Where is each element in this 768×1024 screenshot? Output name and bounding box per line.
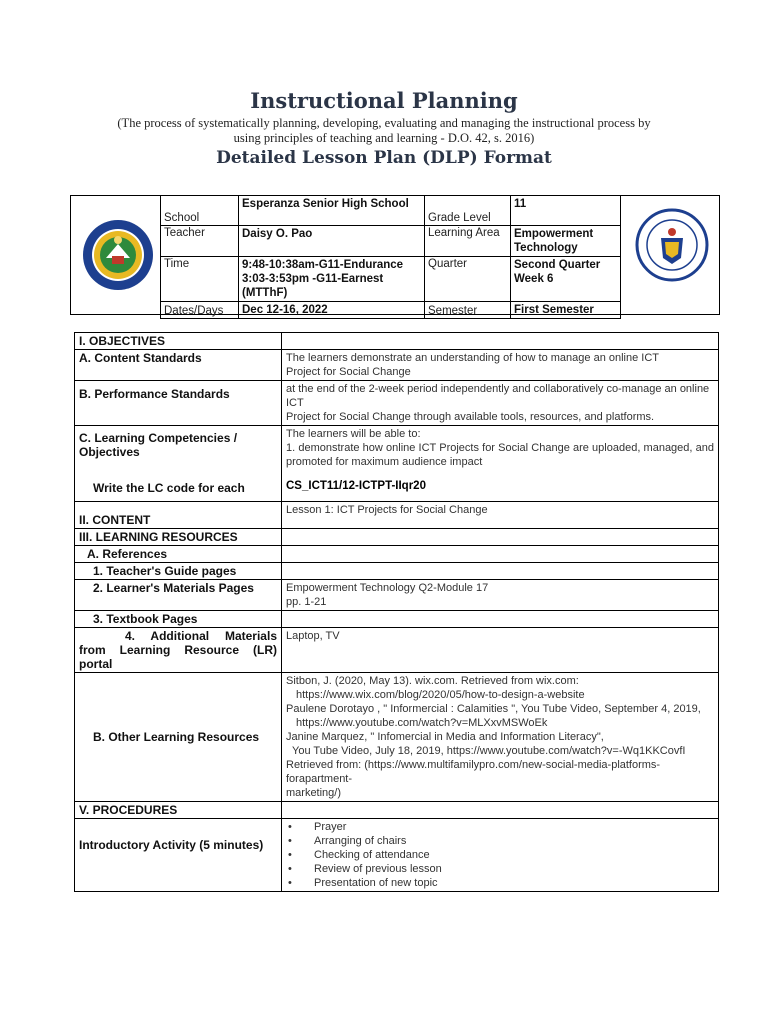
semester-label: Semester	[425, 302, 511, 319]
time-line-2: 3:03-3:53pm -G11-Earnest	[242, 273, 384, 285]
other-resources-line-4: https://www.youtube.com/watch?v=MLXxvMSWoEk	[296, 717, 548, 729]
competencies-label: C. Learning Competencies / Objectives	[79, 431, 238, 459]
quarter-value	[511, 257, 621, 302]
teacher-value: Daisy O. Pao	[239, 226, 425, 257]
learners-materials-text	[282, 580, 719, 611]
performance-standards-line-2: Project for Social Change through available tools, resources, and platforms.	[286, 411, 655, 423]
school-value: Esperanza Senior High School	[239, 196, 425, 226]
teachers-guide-label: 1. Teacher's Guide pages	[93, 564, 237, 578]
objectives-heading: I. OBJECTIVES	[75, 333, 282, 350]
time-value	[239, 257, 425, 302]
other-resources-line-3: Paulene Dorotayo , " Informercial : Calamities ", You Tube Video, September 4, 2019,	[286, 703, 701, 715]
school-seal-logo	[81, 218, 155, 292]
content-heading: II. CONTENT	[75, 502, 282, 529]
grade-level-label: Grade Level	[425, 196, 511, 226]
dates-value: Dec 12-16, 2022	[239, 302, 425, 319]
procedures-empty	[282, 802, 719, 819]
learning-resources-heading: III. LEARNING RESOURCES	[75, 529, 282, 546]
quarter-line-2: Week 6	[514, 273, 554, 285]
grade-level-value: 11	[511, 196, 621, 226]
introductory-activity-label: Introductory Activity (5 minutes)	[75, 819, 282, 892]
learning-area-line-2: Technology	[514, 242, 578, 254]
teachers-guide-empty	[282, 563, 719, 580]
performance-standards-line-1: at the end of the 2-week period independently and collaboratively co-manage an online ICT	[286, 383, 710, 409]
competencies-intro: The learners will be able to:	[286, 428, 421, 440]
lesson-plan-table	[74, 332, 719, 892]
header-info-table	[160, 195, 621, 319]
objectives-empty	[282, 333, 719, 350]
quarter-line-1: Second Quarter	[514, 259, 601, 271]
textbook-pages-empty	[282, 611, 719, 628]
school-label: School	[161, 196, 239, 226]
lc-code: CS_ICT11/12-ICTPT-IIqr20	[286, 480, 426, 492]
other-resources-label: B. Other Learning Resources	[93, 730, 260, 744]
learners-materials-line-2: pp. 1-21	[286, 596, 327, 608]
learners-materials-line-1: Empowerment Technology Q2-Module 17	[286, 582, 489, 594]
performance-standards-label: B. Performance Standards	[75, 381, 282, 426]
intro-item-new-topic: • Presentation of new topic	[314, 876, 714, 890]
intro-item-prayer: • Prayer	[314, 820, 714, 834]
content-standards-line-2: Project for Social Change	[286, 366, 411, 378]
header-box	[70, 195, 720, 315]
competencies-cell	[75, 426, 282, 502]
procedures-heading: V. PROCEDURES	[75, 802, 282, 819]
page-subtitle: (The process of systematically planning, developing, evaluating and managing the instructional process by using principles of teaching and learning - D.O. 42, s. 2016)	[117, 116, 651, 145]
references-label: A. References	[87, 547, 168, 561]
semester-value: First Semester	[511, 302, 621, 319]
page-title: Instructional Planning	[250, 88, 518, 113]
other-resources-line-1: Sitbon, J. (2020, May 13). wix.com. Retrieved from wix.com:	[286, 675, 579, 687]
lc-code-label: Write the LC code for each	[93, 481, 245, 495]
other-resources-line-5: Janine Marquez, " Infomercial in Media and Information Literacy",	[286, 731, 604, 743]
deped-seal-logo	[635, 208, 709, 282]
additional-materials-label: 4. Additional Materials from Learning Resource (LR) portal	[75, 628, 282, 673]
time-label: Time	[161, 257, 239, 302]
performance-standards-text	[282, 381, 719, 426]
intro-item-chairs: • Arranging of chairs	[314, 834, 714, 848]
time-line-3: (MTThF)	[242, 287, 288, 299]
teacher-label: Teacher	[161, 226, 239, 257]
quarter-label: Quarter	[425, 257, 511, 302]
intro-item-review: • Review of previous lesson	[314, 862, 714, 876]
content-standards-line-1: The learners demonstrate an understanding of how to manage an online ICT	[286, 352, 660, 364]
learning-area-line-1: Empowerment	[514, 228, 594, 240]
textbook-pages-label: 3. Textbook Pages	[93, 612, 198, 626]
content-text: Lesson 1: ICT Projects for Social Change	[282, 502, 719, 529]
other-resources-line-8: marketing/)	[286, 787, 342, 799]
learning-area-label: Learning Area	[425, 226, 511, 257]
other-resources-line-7: Retrieved from: (https://www.multifamilypro.com/new-social-media-platforms-forapartment-	[286, 759, 661, 785]
references-empty	[282, 546, 719, 563]
other-resources-line-6: You Tube Video, July 18, 2019, https://www.youtube.com/watch?v=-Wq1KKCovfI	[292, 745, 686, 757]
learning-area-value	[511, 226, 621, 257]
intro-item-attendance: • Checking of attendance	[314, 848, 714, 862]
content-standards-label: A. Content Standards	[75, 350, 282, 381]
additional-materials-text: Laptop, TV	[282, 628, 719, 673]
dates-label: Dates/Days	[161, 302, 239, 319]
learning-resources-empty	[282, 529, 719, 546]
other-resources-line-2: https://www.wix.com/blog/2020/05/how-to-design-a-website	[296, 689, 585, 701]
content-standards-text	[282, 350, 719, 381]
time-line-1: 9:48-10:38am-G11-Endurance	[242, 259, 404, 271]
other-resources-text	[282, 673, 719, 802]
dlp-format-title: Detailed Lesson Plan (DLP) Format	[216, 148, 552, 168]
learners-materials-label: 2. Learner's Materials Pages	[93, 581, 254, 595]
introductory-activity-list	[282, 819, 719, 892]
competencies-text	[282, 426, 719, 502]
competencies-objective: 1. demonstrate how online ICT Projects for Social Change are uploaded, managed, and promoted for maximum audience impact	[286, 442, 714, 468]
